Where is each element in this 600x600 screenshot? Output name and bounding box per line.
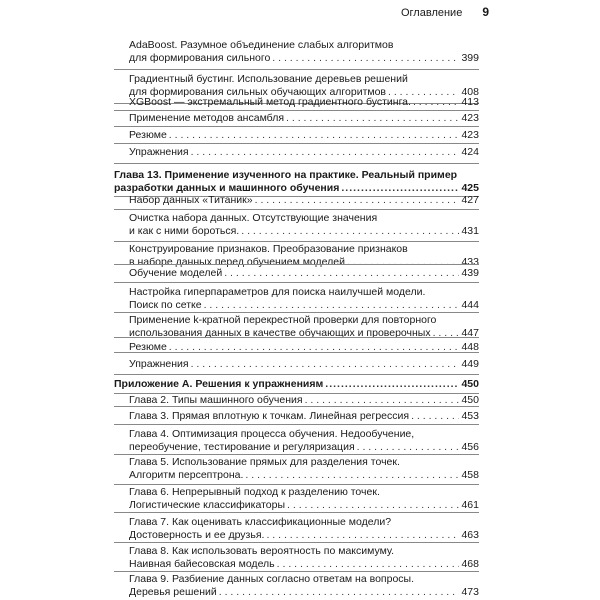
toc-entry-title-line: Резюме [129,341,167,353]
toc-entry-page: 461 [461,499,479,511]
leader-dots [219,586,460,599]
toc-entry-ch6[interactable] [129,486,479,512]
toc-chapter-title-line: Глава 13. Применение изученного на практике. Реальный пример [114,169,458,181]
toc-entry-page: 449 [461,358,479,370]
toc-entry-page: 456 [461,441,479,453]
toc-entry-title-line: Упражнения [129,146,189,158]
toc-entry-title-line: Глава 8. Как использовать вероятность по максимуму. [129,545,395,557]
divider [114,484,479,485]
divider [114,209,479,210]
toc-entry-cleaning[interactable] [129,212,479,238]
toc-entry-title-line: Глава 6. Непрерывный подход к разделению точек. [129,486,380,498]
leader-dots [255,194,460,207]
toc-entry-title-line: Обучение моделей [129,267,223,279]
leader-dots [277,558,460,571]
toc-entry-title-line: Упражнения [129,358,189,370]
leader-dots [191,146,460,159]
divider [114,512,479,513]
toc-entry-ch9[interactable] [129,573,479,599]
divider [114,406,479,407]
leader-dots [287,499,459,512]
toc-entry-page: 453 [461,410,479,422]
toc-entry-page: 458 [461,469,479,481]
toc-entry-title-line: Глава 2. Типы машинного обучения [129,394,303,406]
toc-entry-xgboost[interactable] [129,96,479,109]
toc-entry-ensemble[interactable] [129,112,479,125]
toc-entry-title-line: Поиск по сетке [129,299,202,311]
toc-entry-page: 433 [461,256,479,268]
toc-appendix-a[interactable] [114,378,479,391]
divider [114,454,479,455]
toc-entry-title-line: для формирования сильных обучающих алгоритмов [129,86,387,98]
toc-entry-title-line: для формирования сильного [129,52,271,64]
toc-chapter-title-line: разработки данных и машинного обучения [114,182,340,194]
toc-entry-title-line: Применение k-кратной перекрестной проверки для повторного [129,314,437,326]
toc-entry-title-line: Набор данных «Титаник» [129,194,253,206]
toc-entry-title-line: Алгоритм персептрона. [129,469,244,481]
divider [114,542,479,543]
toc-entry-title-line: Глава 7. Как оценивать классификационные модели? [129,516,392,528]
divider [114,143,479,144]
leader-dots [325,378,459,391]
divider [114,337,479,338]
toc-entry-ch3[interactable] [129,410,479,423]
toc-entry-summary[interactable] [129,129,479,142]
toc-entry-title-line: Глава 9. Разбиение данных согласно ответам на вопросы. [129,573,414,585]
toc-entry-title-line: AdaBoost. Разумное объединение слабых алгоритмов [129,39,394,51]
toc-entry-training[interactable] [129,267,479,280]
toc-entry-page: 439 [461,267,479,279]
toc-entry-title-line: Применение методов ансамбля [129,112,285,124]
toc-entry-page: 424 [461,146,479,158]
toc-entry-adaboost[interactable] [129,39,479,65]
leader-dots [204,299,460,312]
toc-entry-exercises[interactable] [129,146,479,159]
toc-entry-page: 463 [461,529,479,541]
toc-entry-page: 447 [461,327,479,339]
toc-chapter-page: 425 [461,182,479,194]
divider [114,571,479,572]
divider [114,241,479,242]
toc-entry-title-line: Очистка набора данных. Отсутствующие значения [129,212,378,224]
toc-entry-page: 408 [461,86,479,98]
divider [114,282,479,283]
toc-entry-titanic[interactable] [129,194,479,207]
divider [114,264,479,265]
leader-dots [357,441,460,454]
toc-entry-page: 468 [461,558,479,570]
toc-entry-page: 450 [461,394,479,406]
header-title: Оглавление [400,7,463,19]
toc-entry-page: 399 [461,52,479,64]
toc-entry-title-line: Глава 5. Использование прямых для разделения точек. [129,456,400,468]
header-page-number: 9 [482,5,489,19]
toc-entry-title-line: переобучение, тестирование и регуляризация [129,441,355,453]
divider [114,69,479,70]
toc-entry-title-line: Конструирование признаков. Преобразование признаков [129,243,408,255]
leader-dots [413,96,460,109]
toc-chapter-13[interactable] [114,169,479,195]
toc-entry-exercises-13[interactable] [129,358,479,371]
divider [114,374,479,375]
toc-entry-title-line: Резюме [129,129,167,141]
toc-entry-feature-engineering[interactable] [129,243,479,269]
leader-dots [286,112,459,125]
toc-entry-title-line: Достоверность и ее друзья. [129,529,265,541]
toc-entry-title-line: Настройка гиперпараметров для поиска наилучшей модели. [129,286,426,298]
divider [114,163,479,164]
toc-entry-ch5[interactable] [129,456,479,482]
toc-entry-page: 423 [461,129,479,141]
leader-dots [411,410,459,423]
toc-entry-title-line: XGBoost — экстремальный метод градиентного бустинга. [129,96,411,108]
leader-dots [245,469,459,482]
toc-entry-title-line: Глава 4. Оптимизация процесса обучения. Недообучение, [129,428,415,440]
toc-entry-title-line: Градиентный бустинг. Использование деревьев решений [129,73,408,85]
toc-chapter-title-line: Приложение А. Решения к упражнениям [114,378,324,390]
toc-entry-page: 413 [461,96,479,108]
toc-entry-page: 448 [461,341,479,353]
toc-entry-page: 427 [461,194,479,206]
toc-entry-title-line: в наборе данных перед обучением моделей [129,256,345,268]
leader-dots [169,129,460,142]
toc-entry-page: 423 [461,112,479,124]
toc-entry-title-line: Наивная байесовская модель [129,558,275,570]
toc-entry-hyperparameters[interactable] [129,286,479,312]
leader-dots [266,529,459,542]
toc-entry-ch8[interactable] [129,545,479,571]
leader-dots [191,358,460,371]
toc-entry-ch7[interactable] [129,516,479,542]
toc-entry-title-line: Деревья решений [129,586,217,598]
leader-dots [241,225,459,238]
leader-dots [224,267,459,280]
divider [114,424,479,425]
toc-entry-ch4[interactable] [129,428,479,454]
divider [114,126,479,127]
toc-entry-title-line: использования данных в качестве обучающих и проверочных [129,327,431,339]
divider [114,312,479,313]
leader-dots [433,327,460,340]
toc-entry-page: 444 [461,299,479,311]
divider [114,352,479,353]
toc-chapter-page: 450 [461,378,479,390]
toc-entry-page: 431 [461,225,479,237]
divider [114,110,479,111]
toc-entry-title-line: Логистические классификаторы [129,499,286,511]
toc-entry-page: 473 [461,586,479,598]
toc-entry-title-line: и как с ними бороться. [129,225,240,237]
leader-dots [272,52,459,65]
toc-entry-title-line: Глава 3. Прямая вплотную к точкам. Линейная регрессия [129,410,410,422]
